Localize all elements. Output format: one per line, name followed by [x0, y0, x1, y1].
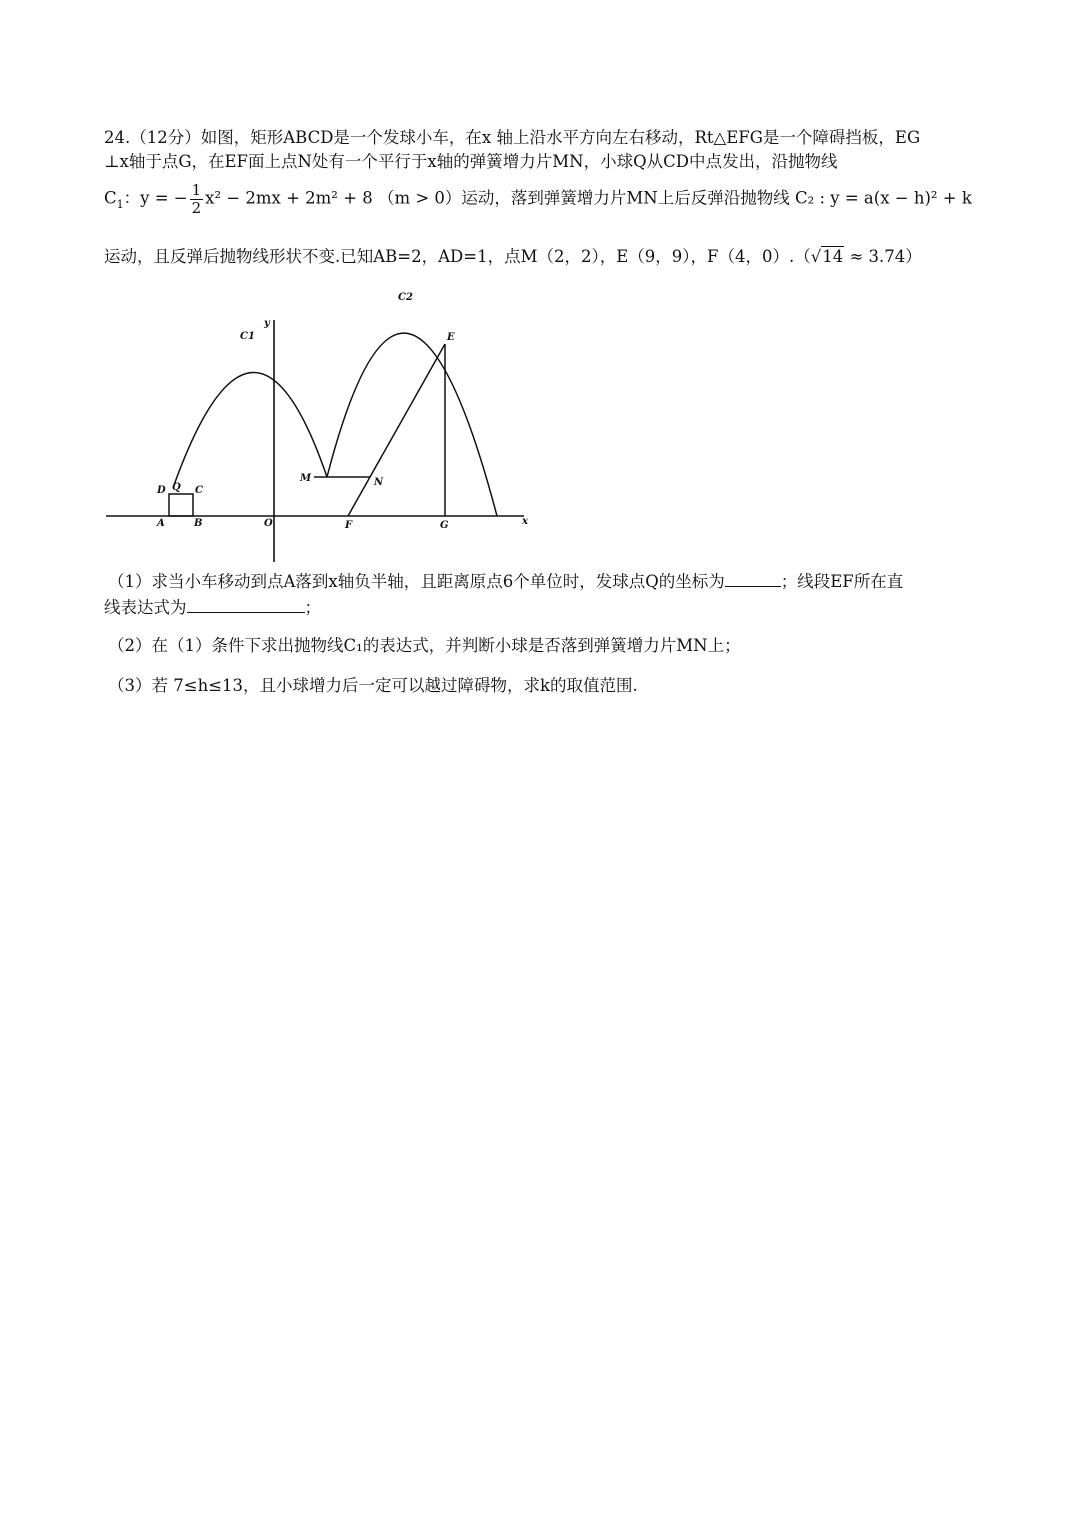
problem-line-3 [104, 182, 984, 224]
label-a: A [157, 518, 165, 529]
problem-line-1: 24.（12分）如图，矩形ABCD是一个发球小车，在x 轴上沿水平方向左右移动，Rt△EFG是一个障碍挡板，EG [104, 128, 921, 147]
label-b: B [194, 518, 203, 529]
label-g: G [440, 520, 449, 531]
c1-subscript: 1 [116, 197, 124, 211]
parabola-c2 [327, 333, 497, 516]
sqrt-approximation: ≈ 3.74） [844, 247, 922, 266]
question-1-text-continued: ；线段EF所在直 [780, 572, 904, 591]
c1-symbol: C [104, 188, 117, 208]
label-d: D [157, 485, 166, 496]
question-1-line-1 [108, 572, 984, 592]
cart-rectangle [169, 494, 193, 516]
label-f: F [345, 520, 353, 531]
label-x: x [522, 516, 528, 527]
label-c2: C2 [398, 292, 413, 303]
label-m: M [300, 473, 312, 484]
question-3: （3）若 7≤h≤13，且小球增力后一定可以越过障碍物，求k的取值范围. [108, 676, 638, 695]
parabola-c1 [174, 372, 327, 485]
label-e: E [447, 332, 455, 343]
c1-equation-rest: x² − 2mx + 2m² + 8 （m > 0）运动，落到弹簧增力片MN上后反弹沿抛物线 [205, 188, 790, 208]
sqrt-symbol: √ [810, 247, 822, 266]
question-1-end: ； [304, 598, 321, 617]
c2-equation: C₂ : y = a(x − h)² + k [795, 188, 972, 208]
segment-ef [348, 344, 445, 516]
sqrt-radicand: 14 [822, 247, 844, 266]
problem-figure [100, 280, 540, 570]
figure-svg [100, 280, 540, 570]
answer-blank-q-coordinate[interactable] [725, 572, 781, 587]
fraction-numerator: 1 [191, 181, 202, 199]
answer-blank-ef-expression[interactable] [187, 598, 305, 613]
question-1-text: （1）求当小车移动到点A落到x轴负半轴，且距离原点6个单位时，发球点Q的坐标为 [108, 572, 725, 591]
c1-equation-prefix: ：y = − [123, 188, 188, 208]
label-n: N [374, 477, 384, 488]
fraction-denominator: 2 [191, 198, 202, 217]
label-y: y [264, 318, 270, 329]
question-1-line-2 [104, 598, 984, 618]
problem-line-4 [104, 247, 984, 267]
one-half-fraction [190, 182, 204, 216]
question-2: （2）在（1）条件下求出抛物线C₁的表达式，并判断小球是否落到弹簧增力片MN上； [108, 636, 741, 655]
label-c1: C1 [240, 331, 255, 342]
problem-line-2: ⊥x轴于点G，在EF面上点N处有一个平行于x轴的弹簧增力片MN，小球Q从CD中点发出，沿抛物线 [104, 152, 838, 171]
given-values: 运动，且反弹后抛物线形状不变.已知AB=2，AD=1，点M（2，2），E（9，9），F（4，0）.（ [104, 247, 811, 266]
label-q: Q [172, 482, 181, 493]
label-o: O [264, 518, 273, 529]
question-1-text-tail: 线表达式为 [104, 598, 187, 617]
label-c: C [195, 485, 203, 496]
